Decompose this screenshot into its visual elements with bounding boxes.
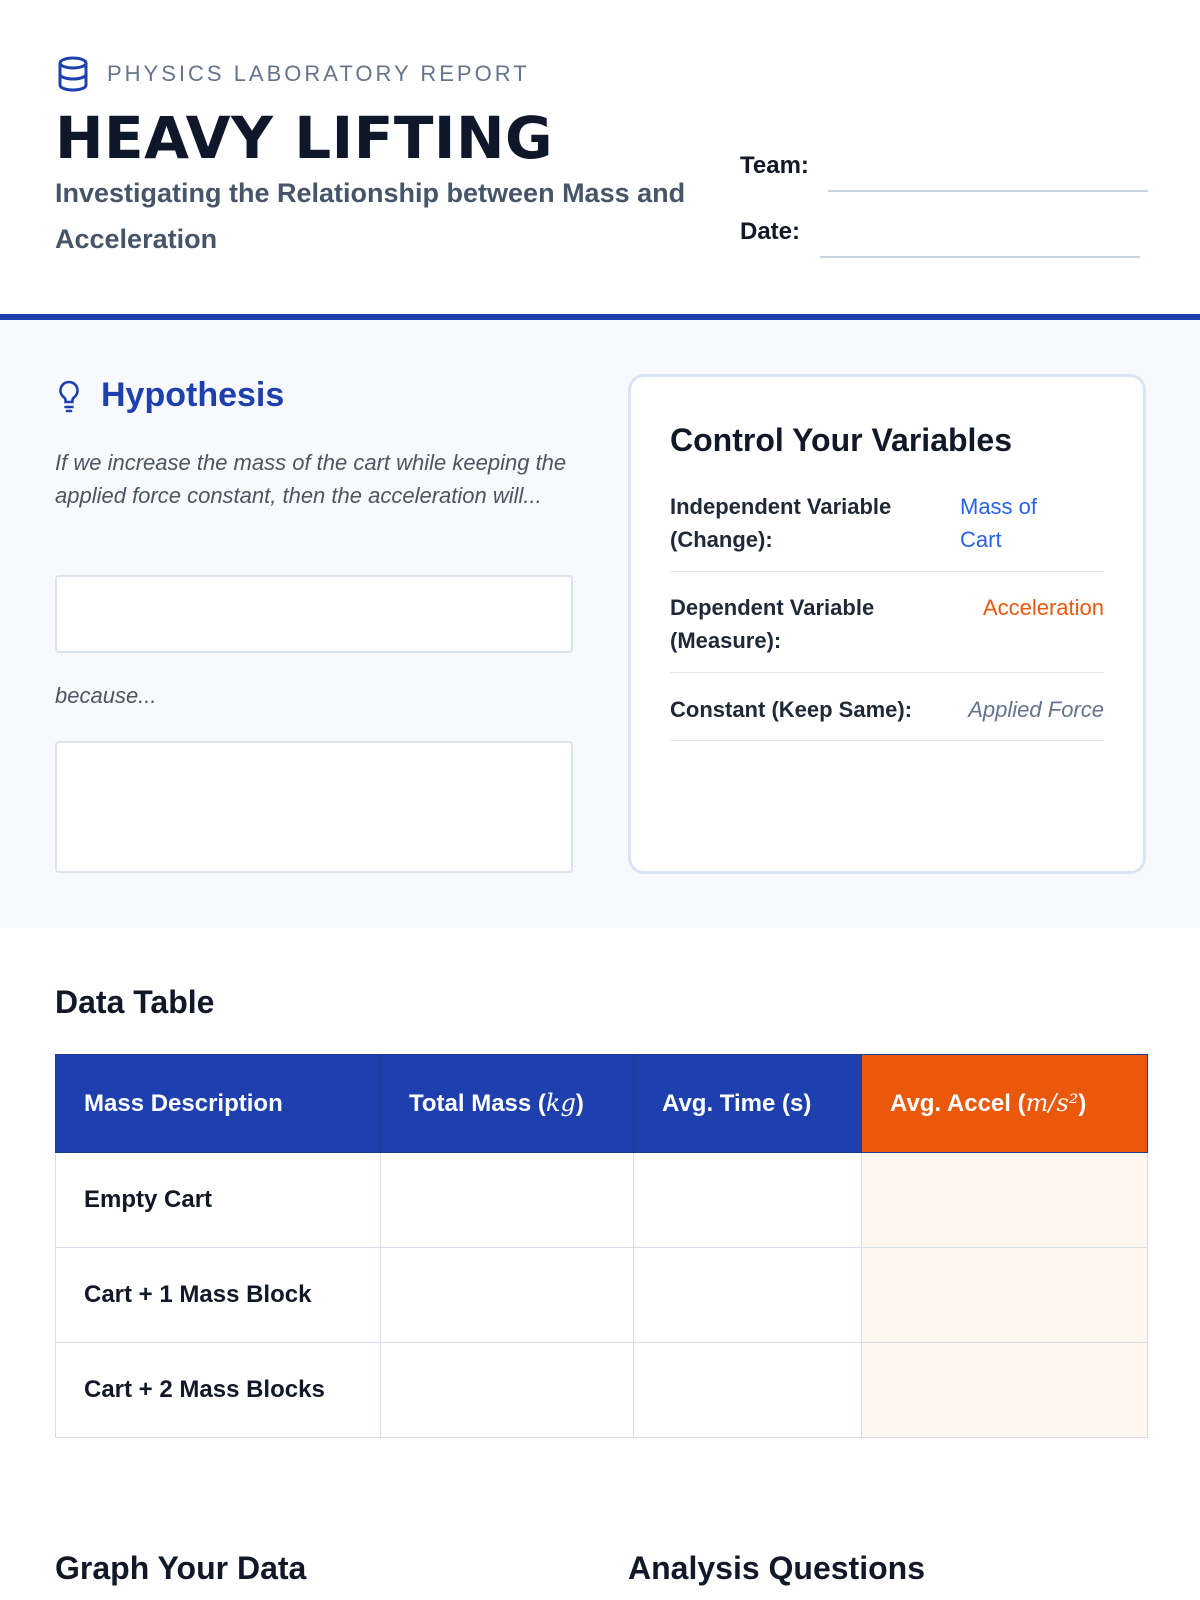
hypothesis-prompt: If we increase the mass of the cart while keeping the applied force constant, then the acceleration will... [55,450,567,508]
column-header-avg-time: Avg. Time (s) [634,1055,862,1153]
hypothesis-answer-box[interactable] [55,575,573,653]
variable-divider [670,672,1104,673]
hypothesis-title: Hypothesis [101,376,285,414]
column-header-total-mass: Total Mass (kg) [381,1055,634,1153]
date-field[interactable] [820,256,1140,258]
variables-title: Control Your Variables [670,422,1013,458]
because-answer-box[interactable] [55,741,573,873]
table-header-row [56,1055,1148,1153]
hypothesis-heading [55,376,284,415]
database-icon [55,56,91,92]
table-row [56,1153,1148,1248]
avg-accel-cell[interactable] [862,1248,1148,1343]
avg-time-cell[interactable] [634,1248,862,1343]
kicker-text: PHYSICS LABORATORY REPORT [107,61,530,86]
constant-variable-value: Applied Force [968,697,1104,722]
team-label: Team: [740,152,809,179]
because-prompt: because... [55,683,157,708]
row-label: Cart + 1 Mass Block [56,1248,381,1343]
avg-accel-cell[interactable] [862,1153,1148,1248]
total-mass-cell[interactable] [381,1248,634,1343]
analysis-section-heading: Analysis Questions [628,1550,925,1586]
team-field[interactable] [828,190,1148,192]
table-row [56,1343,1148,1438]
page-title: HEAVY LIFTING [55,104,554,172]
column-header-avg-accel: Avg. Accel (m/s²) [862,1055,1148,1153]
variable-divider [670,740,1104,741]
independent-variable-value: Mass of Cart [960,494,1038,552]
data-table [55,1054,1148,1438]
avg-time-cell[interactable] [634,1343,862,1438]
graph-section-heading: Graph Your Data [55,1550,307,1586]
column-header-mass-description: Mass Description [56,1055,381,1153]
data-table-heading: Data Table [55,984,215,1020]
row-label: Empty Cart [56,1153,381,1248]
dependent-variable-label: Dependent Variable (Measure): [670,595,875,653]
variable-divider [670,571,1104,572]
total-mass-cell[interactable] [381,1343,634,1438]
row-label: Cart + 2 Mass Blocks [56,1343,381,1438]
report-kicker [55,56,530,92]
avg-time-cell[interactable] [634,1153,862,1248]
table-row [56,1248,1148,1343]
report-header [0,0,1200,320]
constant-variable-label: Constant (Keep Same): [670,697,913,722]
page-subtitle: Investigating the Relationship between Mass and Acceleration [55,178,686,254]
dependent-variable-value: Acceleration [982,595,1104,620]
date-label: Date: [740,218,801,245]
avg-accel-cell[interactable] [862,1343,1148,1438]
lightbulb-icon [55,379,83,413]
total-mass-cell[interactable] [381,1153,634,1248]
independent-variable-label: Independent Variable (Change): [670,494,892,552]
